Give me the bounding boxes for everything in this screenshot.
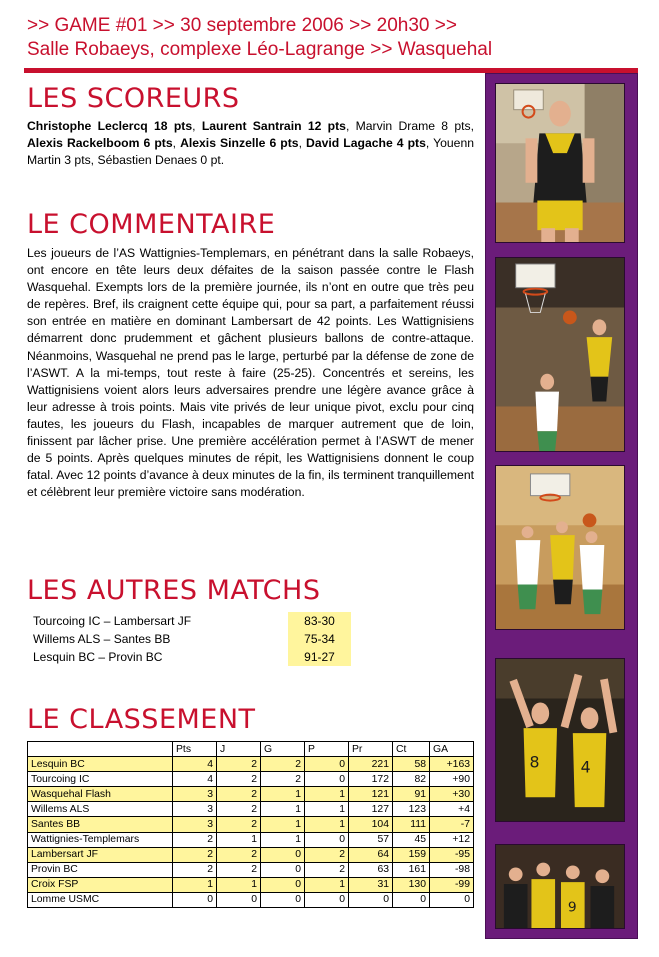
- cell-team: Willems ALS: [28, 802, 173, 817]
- match-score: 75-34: [288, 630, 351, 648]
- table-row: [28, 832, 474, 847]
- photo-celebration: [495, 658, 625, 822]
- cell-team: Santes BB: [28, 817, 173, 832]
- scorer-text: ,: [298, 136, 307, 151]
- cell-team: Lesquin BC: [28, 757, 173, 772]
- cell-j: 2: [217, 772, 261, 787]
- other-matches-list: [29, 612, 351, 666]
- photo-layup: [495, 257, 625, 452]
- cell-ga: +12: [430, 832, 474, 847]
- cell-pr: 104: [349, 817, 393, 832]
- cell-ga: +4: [430, 802, 474, 817]
- svg-text:9: 9: [567, 899, 577, 916]
- match-teams: Lesquin BC – Provin BC: [33, 650, 163, 664]
- commentary-title: LE COMMENTAIRE: [27, 209, 276, 240]
- scorers-title: LES SCOREURS: [27, 83, 240, 114]
- cell-pr: 57: [349, 832, 393, 847]
- cell-g: 1: [261, 787, 305, 802]
- cell-j: 2: [217, 757, 261, 772]
- photo-player-looking-up: [495, 83, 625, 243]
- cell-p: 2: [305, 847, 349, 862]
- scorer-name: Christophe Leclercq 18 pts: [27, 119, 193, 133]
- cell-pts: 3: [173, 787, 217, 802]
- scorer-name: Laurent Santrain 12 pts: [201, 119, 346, 133]
- standings-header-row: [28, 742, 474, 757]
- table-row: [28, 892, 474, 907]
- cell-ga: -99: [430, 877, 474, 892]
- cell-pr: 0: [349, 892, 393, 907]
- scorers-text: [27, 118, 474, 169]
- cell-pts: 2: [173, 832, 217, 847]
- scorer-name: Alexis Sinzelle 6 pts: [180, 136, 299, 151]
- cell-j: 2: [217, 847, 261, 862]
- cell-g: 0: [261, 847, 305, 862]
- cell-pts: 0: [173, 892, 217, 907]
- cell-j: 2: [217, 787, 261, 802]
- match-row: [29, 648, 351, 666]
- match-teams: Willems ALS – Santes BB: [33, 632, 171, 646]
- svg-text:4: 4: [580, 757, 591, 777]
- cell-ct: 0: [393, 892, 430, 907]
- cell-g: 0: [261, 877, 305, 892]
- cell-pts: 3: [173, 817, 217, 832]
- cell-p: 1: [305, 802, 349, 817]
- cell-pr: 127: [349, 802, 393, 817]
- cell-j: 2: [217, 802, 261, 817]
- scorer-name: David Lagache 4 pts: [306, 136, 426, 151]
- cell-j: 1: [217, 832, 261, 847]
- cell-ct: 82: [393, 772, 430, 787]
- table-row: [28, 772, 474, 787]
- svg-text:8: 8: [529, 752, 540, 772]
- cell-pts: 4: [173, 772, 217, 787]
- cell-team: Tourcoing IC: [28, 772, 173, 787]
- cell-g: 1: [261, 817, 305, 832]
- cell-team: Croix FSP: [28, 877, 173, 892]
- table-row: [28, 877, 474, 892]
- cell-team: Lambersart JF: [28, 847, 173, 862]
- match-row: [29, 612, 351, 630]
- cell-ct: 161: [393, 862, 430, 877]
- cell-p: 0: [305, 892, 349, 907]
- column-header-pts: Pts: [173, 742, 217, 757]
- cell-pr: 64: [349, 847, 393, 862]
- cell-ct: 45: [393, 832, 430, 847]
- photo-rebound: [495, 465, 625, 630]
- cell-team: Provin BC: [28, 862, 173, 877]
- cell-pts: 1: [173, 877, 217, 892]
- cell-pr: 221: [349, 757, 393, 772]
- cell-p: 1: [305, 817, 349, 832]
- header-venue: Salle Robaeys, complexe Léo-Lagrange >> Wasquehal: [27, 39, 493, 60]
- column-header-g: G: [261, 742, 305, 757]
- column-header-ga: GA: [430, 742, 474, 757]
- cell-ga: -7: [430, 817, 474, 832]
- cell-pr: 172: [349, 772, 393, 787]
- other-matches-title: LES AUTRES MATCHS: [27, 575, 321, 606]
- cell-g: 1: [261, 832, 305, 847]
- table-row: [28, 847, 474, 862]
- cell-team: Wasquehal Flash: [28, 787, 173, 802]
- scorer-text: , Marvin Drame 8 pts,: [345, 119, 475, 133]
- cell-p: 0: [305, 757, 349, 772]
- cell-pts: 4: [173, 757, 217, 772]
- cell-g: 2: [261, 772, 305, 787]
- cell-ga: +163: [430, 757, 474, 772]
- column-header-ct: Ct: [393, 742, 430, 757]
- cell-ga: +30: [430, 787, 474, 802]
- cell-ct: 159: [393, 847, 430, 862]
- cell-pts: 2: [173, 847, 217, 862]
- cell-pts: 3: [173, 802, 217, 817]
- photo-sidebar: [485, 73, 638, 939]
- cell-pr: 31: [349, 877, 393, 892]
- table-row: [28, 862, 474, 877]
- cell-pts: 2: [173, 862, 217, 877]
- cell-team: Wattignies-Templemars: [28, 832, 173, 847]
- commentary-text: Les joueurs de l’AS Wattignies-Templemars, en pénétrant dans la salle Robaeys, ont encore en tête leurs deux défaites de la saison passée contre le Flash Wasquehal. Exempts lors de la première journée, ils n’ont en outre que très peu de repères. Bref, ils craignent cette équipe qui, pour sa part, a parfaitement réussi son entrée en matière en dominant Lambersart de 42 points. Les Wattignisiens démarrent donc prudemment et gâchent plusieurs ballons de contre-attaque. Néanmoins, Wasquehal ne prend pas le large, perturbé par la défense de zone de l’ASWT. A la mi-temps, tout reste à faire (25-25). Concentrés et sereins, les Wattignisiens voient alors leurs adversaires prendre une légère avance grâce à leur adresse à trois points. Mais vite privés de leur unique pivot, exclu pour cinq fautes, les joueurs du Flash, incapables de marquer autrement que de loin, finissent par lâcher prise. Une première accélération permet à l’ASWT de mener de 5 points. Après quelques minutes de répit, les Wattignisiens donnent le coup fatal. Avec 12 points d’avance à deux minutes de la fin, ils terminent tranquillement et célèbrent leur première victoire sans modération.: [27, 246, 474, 500]
- match-score: 91-27: [288, 648, 351, 666]
- cell-g: 0: [261, 862, 305, 877]
- match-score: 83-30: [288, 612, 351, 630]
- scorer-name: Alexis Rackelboom 6 pts: [27, 136, 173, 151]
- cell-pr: 63: [349, 862, 393, 877]
- scorer-text: , Youenn Martin 3 pts, Sébastien Denaes 0 pt.: [27, 136, 475, 168]
- cell-p: 0: [305, 772, 349, 787]
- column-header-team: [28, 742, 173, 757]
- table-row: [28, 817, 474, 832]
- header: [27, 14, 647, 62]
- cell-ga: -98: [430, 862, 474, 877]
- match-teams: Tourcoing IC – Lambersart JF: [33, 614, 192, 628]
- scorer-text: ,: [172, 136, 181, 151]
- cell-g: 0: [261, 892, 305, 907]
- table-row: [28, 757, 474, 772]
- cell-ga: +90: [430, 772, 474, 787]
- cell-p: 1: [305, 877, 349, 892]
- cell-p: 0: [305, 832, 349, 847]
- cell-ct: 111: [393, 817, 430, 832]
- cell-ct: 58: [393, 757, 430, 772]
- cell-g: 1: [261, 802, 305, 817]
- cell-ga: 0: [430, 892, 474, 907]
- cell-j: 2: [217, 862, 261, 877]
- cell-ct: 130: [393, 877, 430, 892]
- cell-team: Lomme USMC: [28, 892, 173, 907]
- cell-p: 1: [305, 787, 349, 802]
- standings-title: LE CLASSEMENT: [27, 704, 256, 735]
- match-row: [29, 630, 351, 648]
- cell-j: 0: [217, 892, 261, 907]
- column-header-pr: Pr: [349, 742, 393, 757]
- header-game-info: >> GAME #01 >> 30 septembre 2006 >> 20h30 >>: [27, 15, 457, 36]
- photo-team-celebration: [495, 844, 625, 929]
- cell-ct: 123: [393, 802, 430, 817]
- table-row: [28, 802, 474, 817]
- cell-pr: 121: [349, 787, 393, 802]
- cell-j: 1: [217, 877, 261, 892]
- cell-j: 2: [217, 817, 261, 832]
- table-row: [28, 787, 474, 802]
- cell-ga: -95: [430, 847, 474, 862]
- column-header-j: J: [217, 742, 261, 757]
- cell-g: 2: [261, 757, 305, 772]
- cell-ct: 91: [393, 787, 430, 802]
- scorer-text: ,: [192, 119, 202, 133]
- column-header-p: P: [305, 742, 349, 757]
- standings-table: [27, 741, 474, 908]
- cell-p: 2: [305, 862, 349, 877]
